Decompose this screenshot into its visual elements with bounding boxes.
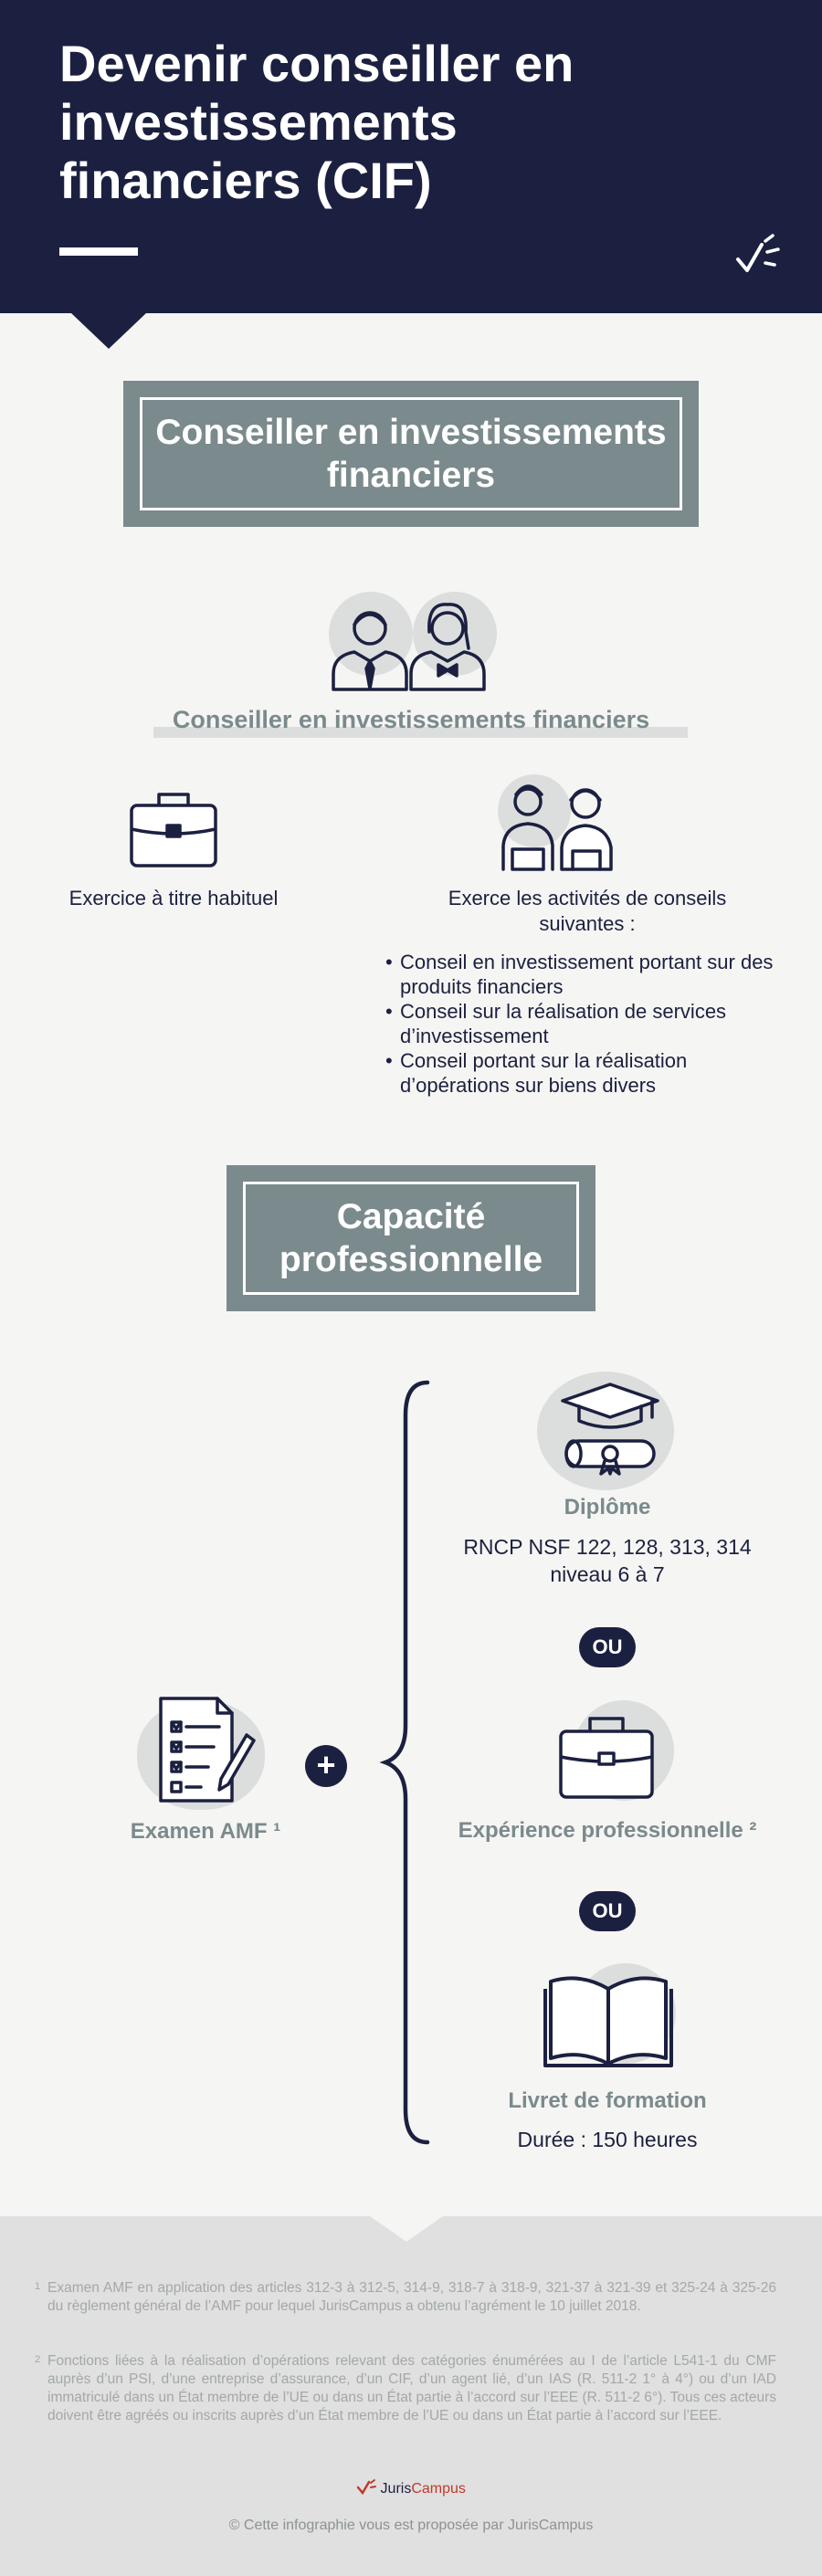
diploma-detail: RNCP NSF 122, 128, 313, 314 niveau 6 à 7 (463, 1535, 752, 1586)
list-item: • Conseil sur la réalisation de services d’investissement (385, 999, 796, 1048)
exam-checklist-icon (155, 1695, 261, 1804)
brand-mark-icon (731, 225, 795, 289)
juriscampus-logo (0, 2478, 822, 2497)
section-title-capacity: Capacité professionnelle (243, 1182, 579, 1295)
footer-pointer (370, 2216, 443, 2242)
briefcase-icon (128, 789, 219, 869)
people-caption: Conseiller en investissements financiers (172, 706, 650, 733)
training-book-icon (543, 1971, 673, 2067)
list-item: • Conseil en investissement portant sur des produits financiers (385, 950, 796, 999)
footnote-marker: 2 (35, 2354, 41, 2365)
footnote-2 (35, 2352, 776, 2425)
activities-list (385, 950, 796, 1098)
brand-name-part-1: Juris (380, 2481, 412, 2497)
activities-intro-label: Exerce les activités de conseils suivantes : (448, 887, 727, 935)
copyright-text: © Cette infographie vous est proposée par JurisCampus (228, 2518, 594, 2533)
brace-icon (376, 1379, 431, 2146)
diploma-title: Diplôme (564, 1495, 651, 1519)
graduation-diploma-icon (555, 1381, 665, 1476)
list-item: • Conseil portant sur la réalisation d’opérations sur biens divers (385, 1048, 796, 1098)
section-title-cif: Conseiller en investissements financiers (140, 397, 682, 510)
training-title: Livret de formation (508, 2088, 707, 2113)
title-underline (59, 247, 138, 256)
training-detail: Durée : 150 heures (517, 2128, 698, 2151)
brand-check-icon (356, 2478, 376, 2497)
footnote-1-text: Examen AMF en application des articles 312-3 à 312-5, 314-9, 318-7 à 318-9, 321-37 à 321-39 et 325-24 à 325-26 du règlement général de l’AMF pour lequel JurisCampus a obtenu l’agrément le 10 juillet 2018. (47, 2280, 776, 2314)
experience-label: Expérience professionnelle ² (458, 1818, 757, 1843)
exam-amf-label: Examen AMF ¹ (130, 1819, 281, 1844)
page-title: Devenir conseiller en investissements financiers (CIF) (59, 35, 574, 209)
header-pointer (70, 312, 147, 349)
section-title-box-cif (123, 381, 699, 527)
experience-briefcase-icon (557, 1713, 656, 1801)
footnote-marker: 1 (35, 2281, 41, 2292)
habitual-exercise-label: Exercice à titre habituel (68, 887, 279, 909)
consulting-meeting-icon (498, 774, 621, 873)
section-title-box-capacity (227, 1165, 595, 1311)
header-banner (0, 0, 822, 313)
footnote-1 (35, 2279, 776, 2316)
brand-name-part-2: Campus (411, 2481, 466, 2497)
plus-icon: + (305, 1745, 347, 1787)
advisors-people-icon (329, 594, 493, 694)
footnote-2-text: Fonctions liées à la réalisation d’opérations relevant des catégories énumérées au I de l’article L541-1 du CMF auprès d’un PSI, d’une entreprise d’assurance, d’un CIF, d’un agent lié, d’un IAS (R. 511-2 1° à 4°) ou d’un IAD immatriculé dans un État membre de l’UE ou dans un État partie à l’accord sur l’EEE (R. 511-2 6°). Tous ces acteurs doivent être agréés ou inscrits auprès d’un État membre de l’UE ou dans un État partie à l’accord sur l’EEE. (47, 2353, 776, 2424)
or-badge: OU (579, 1627, 636, 1667)
or-badge: OU (579, 1891, 636, 1931)
